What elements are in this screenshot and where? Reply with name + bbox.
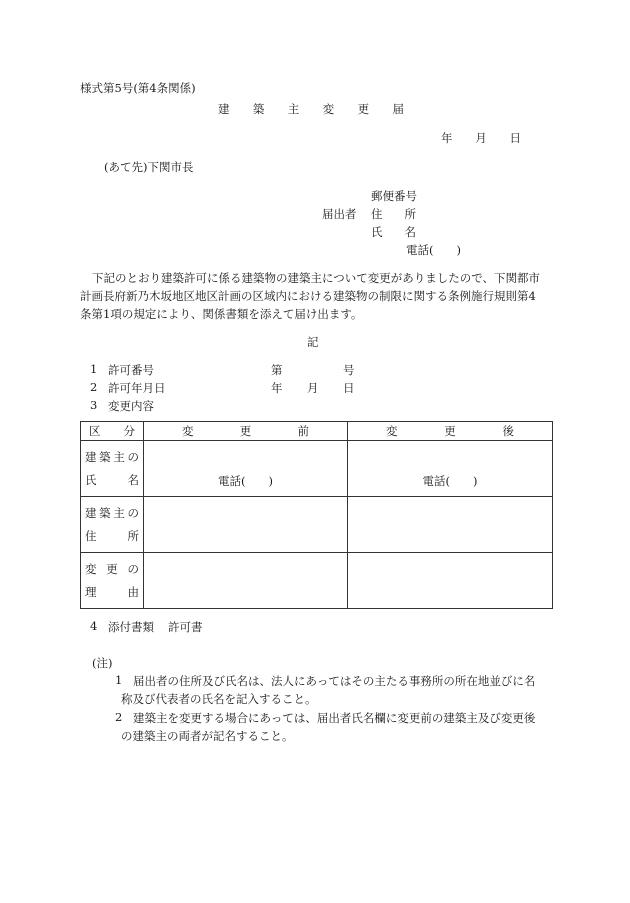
title-char: 更 bbox=[357, 102, 370, 116]
header-after: 変 更 後 bbox=[348, 422, 553, 441]
name-label bbox=[371, 224, 416, 240]
item-2-value-month: 月 bbox=[307, 381, 319, 395]
title-char: 届 bbox=[392, 102, 404, 116]
after-cell[interactable] bbox=[348, 441, 553, 497]
title-char: 変 bbox=[322, 102, 335, 116]
note-2-num: 2 bbox=[115, 710, 123, 724]
before-cell[interactable] bbox=[144, 553, 348, 609]
address-label bbox=[371, 206, 416, 222]
title-char: 築 bbox=[252, 102, 265, 116]
table-row bbox=[81, 441, 553, 497]
address-char: 住 bbox=[371, 207, 383, 221]
before-cell[interactable] bbox=[144, 441, 348, 497]
note-1-num: 1 bbox=[115, 673, 123, 687]
after-phone: 電話( ) bbox=[422, 473, 478, 488]
table-row bbox=[81, 497, 553, 553]
ki-heading: 記 bbox=[307, 335, 319, 349]
header-before: 変 更 前 bbox=[144, 422, 348, 441]
header-category: 区 分 bbox=[81, 422, 144, 441]
item-1-label: 許可番号 bbox=[108, 363, 154, 377]
change-content-table bbox=[80, 421, 553, 609]
phone-label: 電話( ) bbox=[406, 243, 461, 257]
after-cell[interactable] bbox=[348, 497, 553, 553]
row-label: 変 更 の 理 由 bbox=[81, 553, 144, 609]
notes-heading: (注) bbox=[92, 656, 113, 670]
title-char: 建 bbox=[218, 102, 230, 116]
name-char: 氏 bbox=[371, 225, 383, 239]
note-1-line-2: 称及び代表者の氏名を記入すること。 bbox=[121, 692, 317, 706]
row-label: 建 築 主 の 住 所 bbox=[81, 497, 144, 553]
body-text-line-1: 下記のとおり建築許可に係る建築物の建築主について変更がありましたので、下関都市 bbox=[92, 271, 541, 285]
address-char: 所 bbox=[404, 207, 416, 221]
item-4-value: 許可書 bbox=[168, 620, 203, 634]
name-char: 名 bbox=[404, 225, 416, 239]
note-1-line-1: 届出者の住所及び氏名は、法人にあってはその主たる事務所の所在地並びに名 bbox=[133, 674, 536, 688]
body-text-line-2: 計画長府新乃木坂地区地区計画の区域内における建築物の制限に関する条例施行規則第4 bbox=[80, 289, 536, 303]
form-title bbox=[218, 101, 404, 117]
item-2-label: 許可年月日 bbox=[108, 381, 166, 395]
item-2-value-day: 日 bbox=[343, 381, 355, 395]
date-month: 月 bbox=[475, 131, 487, 145]
item-2-num: 2 bbox=[90, 380, 98, 394]
item-2-value-year: 年 bbox=[271, 381, 283, 395]
item-1-value-dai: 第 bbox=[271, 363, 283, 377]
filer-label: 届出者 bbox=[322, 207, 357, 221]
before-cell[interactable] bbox=[144, 497, 348, 553]
note-2-line-1: 建築主を変更する場合にあっては、届出者氏名欄に変更前の建築主及び変更後 bbox=[133, 711, 536, 725]
item-4-num: 4 bbox=[90, 619, 98, 633]
item-3-label: 変更内容 bbox=[108, 399, 154, 413]
postal-code-label: 郵便番号 bbox=[371, 189, 417, 203]
form-number: 様式第5号(第4条関係) bbox=[80, 81, 196, 95]
item-4-label: 添付書類 bbox=[108, 620, 154, 634]
body-text-line-3: 条第1項の規定により、関係書類を添えて届け出ます。 bbox=[80, 307, 363, 321]
date-year: 年 bbox=[441, 131, 453, 145]
date-line bbox=[441, 130, 521, 146]
item-1-value-go: 号 bbox=[343, 363, 355, 377]
table-header-row bbox=[81, 422, 553, 441]
item-3-num: 3 bbox=[90, 398, 98, 412]
item-1-num: 1 bbox=[90, 362, 98, 376]
note-2-line-2: の建築主の両者が記名すること。 bbox=[121, 729, 294, 743]
date-day: 日 bbox=[509, 131, 521, 145]
before-phone: 電話( ) bbox=[218, 473, 273, 488]
title-char: 主 bbox=[287, 102, 300, 116]
row-label: 建 築 主 の 氏 名 bbox=[81, 441, 144, 497]
after-cell[interactable] bbox=[348, 553, 553, 609]
table-row bbox=[81, 553, 553, 609]
addressee: (あて先)下関市長 bbox=[104, 160, 194, 174]
